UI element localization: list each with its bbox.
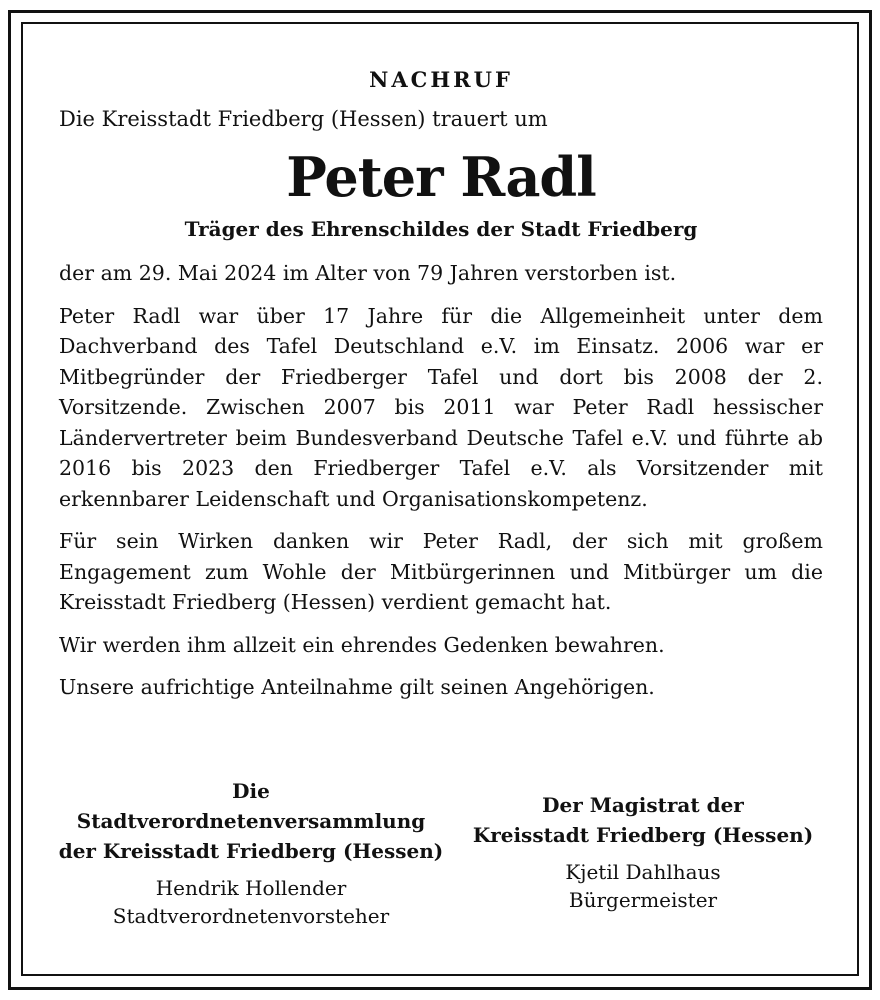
condolence-line: Unsere aufrichtige Anteilnahme gilt seinen Angehörigen. [59, 675, 655, 699]
notice-heading: NACHRUF [369, 67, 513, 92]
biography-paragraph: Peter Radl war über 17 Jahre für die Allgemeinheit unter dem Dachverband des Tafel Deutschland e.V. im Einsatz. 2006 war er Mitbegründer der Friedberger Tafel und dort bis 2008 der 2. Vorsitzende. Zwischen 2007 bis 2011 war Peter Radl hessischer Ländervertreter beim Bundesverband Deutsche Tafel e.V. und führte ab 2016 bis 2023 den Friedberger Tafel e.V. als Vorsitzender mit erkennbarer Leidenschaft und Organisationskompetenz. [59, 303, 823, 511]
intro-line: Die Kreisstadt Friedberg (Hessen) trauert um [59, 107, 548, 131]
deceased-name: Peter Radl [286, 145, 596, 209]
death-statement: der am 29. Mai 2024 im Alter von 79 Jahren verstorben ist. [59, 261, 677, 285]
signatory-name: Hendrik Hollender [155, 876, 347, 900]
org-line: Der Magistrat der [542, 793, 744, 817]
obituary-content [59, 62, 823, 703]
signatory-role: Bürgermeister [568, 888, 718, 912]
signature-section [59, 776, 823, 930]
org-line: Stadtverordnetenversammlung [76, 809, 426, 833]
honor-title: Träger des Ehrenschildes der Stadt Friedberg [184, 217, 698, 241]
signatory-name: Kjetil Dahlhaus [565, 860, 721, 884]
org-line: der Kreisstadt Friedberg (Hessen) [58, 839, 444, 863]
signatory-role: Stadtverordnetenvorsteher [112, 904, 390, 928]
org-line: Die [232, 779, 270, 803]
signature-magistrate [463, 790, 823, 930]
signature-org-name [51, 776, 451, 866]
remembrance-line: Wir werden ihm allzeit ein ehrendes Gedenken bewahren. [59, 632, 665, 657]
thanks-paragraph: Für sein Wirken danken wir Peter Radl, der sich mit großem Engagement zum Wohle der Mitbürgerinnen und Mitbürger um die Kreisstadt Friedberg (Hessen) verdient gemacht hat. [59, 529, 823, 614]
org-line: Kreisstadt Friedberg (Hessen) [472, 823, 814, 847]
signature-org-name [463, 790, 823, 850]
signature-city-council [51, 776, 451, 930]
